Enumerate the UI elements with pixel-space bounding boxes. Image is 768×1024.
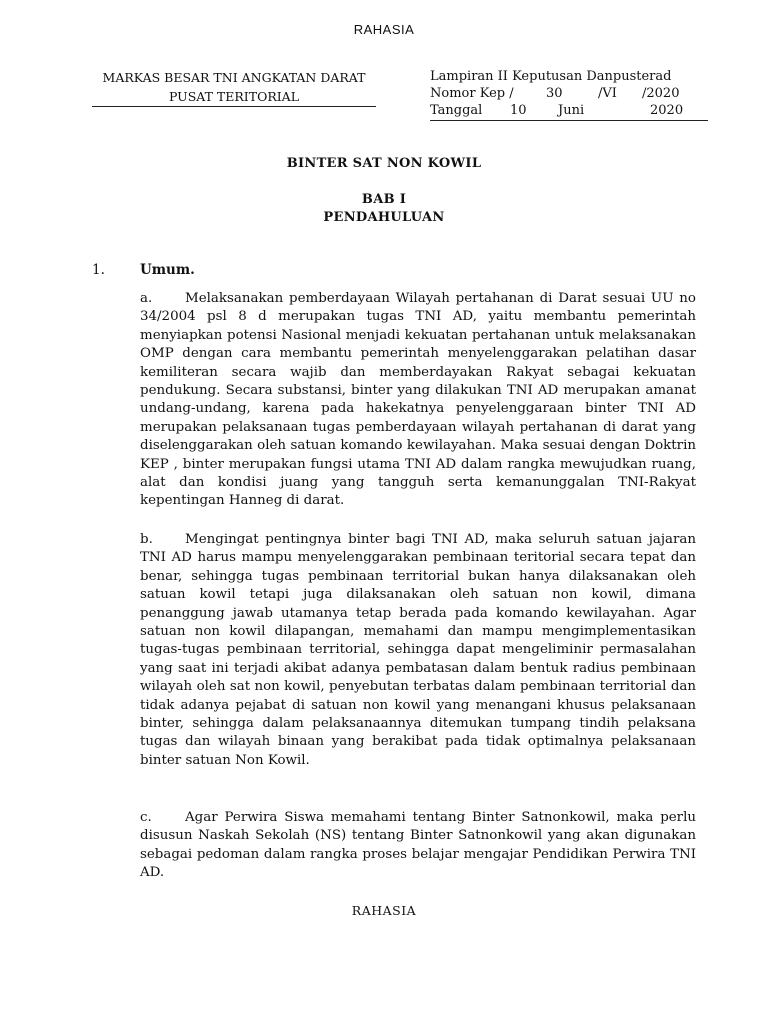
paragraph-b bbox=[140, 531, 696, 770]
paragraph-a bbox=[140, 290, 696, 511]
paragraph-c bbox=[140, 809, 696, 883]
institution-line-2: PUSAT TERITORIAL bbox=[168, 89, 300, 104]
classification-bottom: RAHASIA bbox=[351, 903, 417, 918]
section-number: 1. bbox=[92, 262, 105, 278]
tanggal-month: Juni bbox=[558, 103, 585, 118]
paragraph-a-label: a. bbox=[140, 291, 153, 306]
nomor-year: /2020 bbox=[642, 86, 680, 101]
classification-top: RAHASIA bbox=[353, 22, 415, 37]
header-reference bbox=[430, 68, 708, 121]
paragraph-b-label: b. bbox=[140, 532, 153, 547]
reference-tanggal-row bbox=[430, 102, 708, 119]
institution-line-1: MARKAS BESAR TNI ANGKATAN DARAT bbox=[102, 70, 366, 85]
reference-line-1: Lampiran II Keputusan Danpusterad bbox=[430, 69, 672, 84]
section-title: Umum. bbox=[140, 262, 195, 278]
nomor-month: /VI bbox=[598, 86, 617, 101]
nomor-number: 30 bbox=[546, 86, 563, 101]
nomor-label: Nomor Kep / bbox=[430, 86, 514, 101]
reference-underline bbox=[430, 120, 708, 121]
document-title: BINTER SAT NON KOWIL bbox=[286, 156, 482, 171]
tanggal-year: 2020 bbox=[650, 103, 684, 118]
paragraph-b-text: Mengingat pentingnya binter bagi TNI AD, maka seluruh satuan jajaran TNI AD harus mampu menyelenggarakan pembinaan teritorial secara tepat dan benar, sehingga tugas pembinaan territorial bukan hanya dilaksanakan oleh satuan kowil tetapi juga dilaksanakan oleh satuan non kowil, dimana penanggung jawab utamanya tetap berada pada komando kewilayahan. Agar satuan non kowil dilapangan, memahami dan mampu mengimplementasikan tugas-tugas pembinaan territorial, sehingga dapat mengeliminir permasalahan yang saat ini terjadi akibat adanya pembatasan dalam bentuk radius pembinaan wilayah oleh sat non kowil, penyebutan terbatas dalam pembinaan territorial dan tidak adanya pejabat di satuan non kowil yang menangani khusus pelaksanaan binter, sehingga dalam pelaksanaannya ditemukan tumpang tindih pelaksana tugas dan wilayah binaan yang berakibat pada tidak optimalnya pelaksanaan binter satuan Non Kowil. bbox=[140, 532, 696, 768]
tanggal-label: Tanggal bbox=[430, 103, 483, 118]
paragraph-c-text: Agar Perwira Siswa memahami tentang Binter Satnonkowil, maka perlu disusun Naskah Sekolah (NS) tentang Binter Satnonkowil yang akan digunakan sebagai pedoman dalam rangka proses belajar mengajar Pendidikan Perwira TNI AD. bbox=[140, 810, 696, 881]
paragraph-a-text: Melaksanakan pemberdayaan Wilayah pertahanan di Darat sesuai UU no 34/2004 psl 8 d merupakan tugas TNI AD, yaitu membantu pemerintah menyiapkan potensi Nasional menjadi kekuatan pertahanan untuk melaksanakan OMP dengan cara membantu pemerintah menyelenggarakan pelatihan dasar kemiliteran secara wajib dan memberdayakan Rakyat sebagai kekuatan pendukung. Secara substansi, binter yang dilakukan TNI AD merupakan amanat undang-undang, karena pada hakekatnya penyelenggaraan binter TNI AD merupakan pelaksanaan tugas pemberdayaan wilayah pertahanan di darat yang diselenggarakan oleh satuan komando kewilayahan. Maka sesuai dengan Doktrin KEP , binter merupakan fungsi utama TNI AD dalam rangka mewujudkan ruang, alat dan kondisi juang yang tangguh serta kemanunggalan TNI-Rakyat kepentingan Hanneg di darat. bbox=[140, 291, 696, 509]
paragraph-c-label: c. bbox=[140, 810, 152, 825]
chapter-number: BAB I bbox=[361, 192, 407, 207]
chapter-title: PENDAHULUAN bbox=[323, 210, 445, 225]
tanggal-day: 10 bbox=[510, 103, 527, 118]
header-institution bbox=[92, 68, 376, 107]
reference-nomor-row bbox=[430, 85, 708, 102]
institution-underline bbox=[92, 106, 376, 107]
